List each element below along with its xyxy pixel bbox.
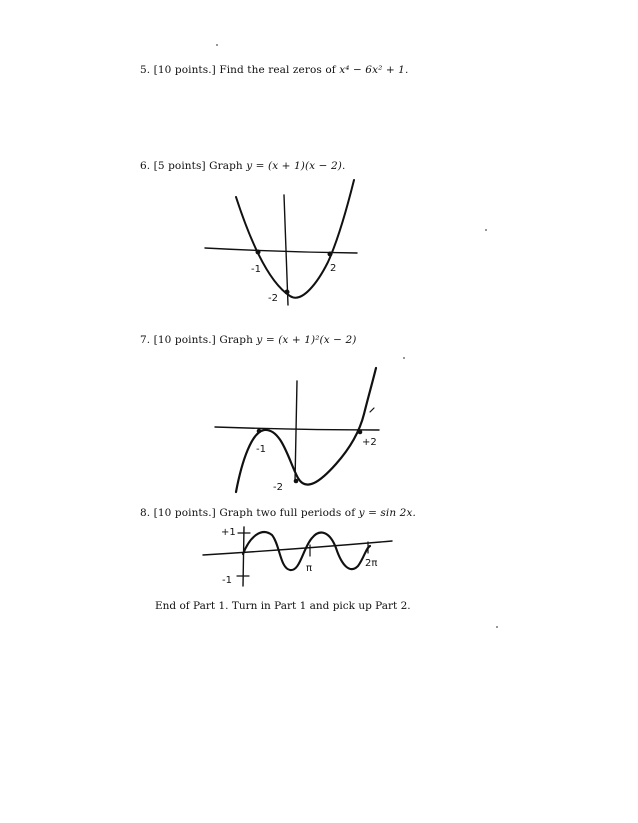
problem-6-expression: y = (x + 1)(x − 2). [246,160,346,172]
problem-7-expression: y = (x + 1)²(x − 2) [256,334,357,346]
scan-speck [485,229,487,231]
problem-6-text: Graph [209,160,247,172]
problem-6-label: 2 [330,263,337,274]
problem-5-text: Find the real zeros of [219,64,340,76]
problem-8-x-axis [203,541,392,555]
problem-5-expression: x⁴ − 6x² + 1. [339,64,409,76]
problem-8-label: 2π [365,558,378,569]
scan-speck [496,626,498,628]
problem-7-points: [10 points.] [153,334,216,346]
problem-8-expression: y = sin 2x. [358,507,416,519]
scan-speck [216,44,218,46]
problem-6-label: -1 [251,264,261,275]
problem-6-number: 6. [140,160,151,172]
problem-8-number: 8. [140,507,151,519]
problem-8-text: Graph two full periods of [219,507,359,519]
problem-8-points: [10 points.] [153,507,216,519]
problem-7-label: -2 [273,482,283,493]
problem-7-text: Graph [219,334,257,346]
problem-6-points: [5 points] [153,160,206,172]
part-1-footer: End of Part 1. Turn in Part 1 and pick up Part 2. [155,600,411,612]
scan-speck [403,357,405,359]
problem-7-number: 7. [140,334,151,346]
problem-5-number: 5. [140,64,151,76]
problem-8-label: +1 [221,527,236,538]
problem-5-points: [10 points.] [153,64,216,76]
problem-7-label: +2 [362,437,377,448]
problem-6-label: -2 [268,293,278,304]
problem-8-label: π [306,563,313,574]
problem-7-label: -1 [256,444,266,455]
problem-8-label: -1 [222,575,232,586]
problem-8-y-axis [243,527,244,586]
